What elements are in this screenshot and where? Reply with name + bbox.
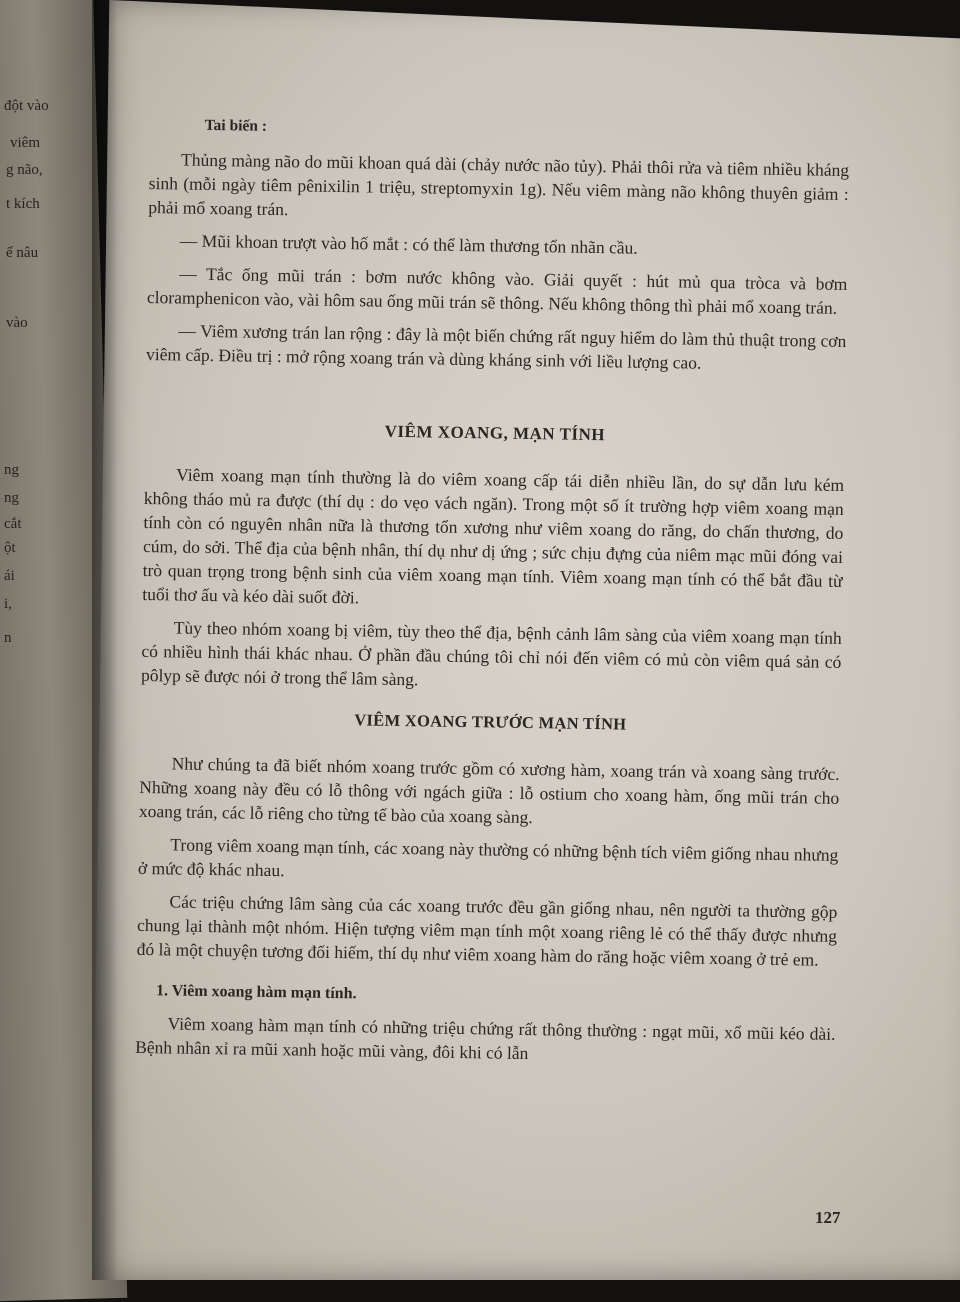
numbered-heading: 1. Viêm xoang hàm mạn tính. <box>155 982 357 1003</box>
left-fragment: ng <box>4 490 19 506</box>
page-number: 127 <box>815 1208 841 1227</box>
paragraph: Tùy theo nhóm xoang bị viêm, tùy theo thể địa, bệnh cảnh lâm sàng của viêm xoang mạn tính có nhiều hình thái khác nhau. Ở phần đầu chúng tôi chỉ nói đến viêm có mủ còn viêm quá sản có pôlyp sẽ được nói ở trong thể lâm sàng. <box>140 617 842 690</box>
tai-bien-heading: Tai biến : <box>204 116 268 135</box>
section-title: VIÊM XOANG, MẠN TÍNH <box>384 421 606 445</box>
left-fragment: ột <box>4 540 16 556</box>
page-body <box>135 105 850 1079</box>
left-fragment: ng <box>4 462 19 478</box>
left-fragment: ái <box>4 568 15 584</box>
paragraph: Trong viêm xoang mạn tính, các xoang này thường có những bệnh tích viêm giống nhau nhưng ở mức độ khác nhau. <box>137 834 839 881</box>
paragraph: — Viêm xương trán lan rộng : đây là một biến chứng rất nguy hiểm do làm thủ thuật trong cơn viêm cấp. Điều trị : mở rộng xoang trán và dùng kháng sinh với liều lượng cao. <box>145 320 847 373</box>
left-fragment: t kích <box>6 196 40 212</box>
paragraph: — Mũi khoan trượt vào hố mắt : có thể làm thương tổn nhãn cầu. <box>179 230 638 258</box>
left-fragment: đột vào <box>4 98 49 114</box>
paragraph: Các triệu chứng lâm sàng của các xoang trước đều gần giống nhau, nên người ta thường gộp chung lại thành một nhóm. Hiện tượng viêm mạn tính một xoang riêng lẻ có thể thấy được nhưng đó là một chuyện tương đối hiếm, thí dụ như viêm xoang hàm do răng hoặc viêm xoang ở trẻ em. <box>136 891 838 970</box>
spine-shadow <box>92 0 118 1280</box>
left-fragment: vào <box>6 315 28 331</box>
left-fragment: i, <box>4 596 12 612</box>
paragraph: — Tắc ống mũi trán : bơm nước không vào. Giải quyết : hút mủ qua tròca và bơm cloramphenicon vào, vài hôm sau ống mũi trán sẽ thông. Nếu không thông thì phải mổ xoang trán. <box>146 263 848 318</box>
left-fragment: n <box>4 630 12 646</box>
left-fragment: cắt <box>4 516 22 532</box>
left-fragment: viêm <box>10 135 40 151</box>
left-fragment: ế nâu <box>6 245 39 261</box>
paragraph: Viêm xoang hàm mạn tính có những triệu chứng rất thông thường : ngạt mũi, xổ mũi kéo dài. Bệnh nhân xỉ ra mũi xanh hoặc mũi vàng, đôi khi có lẫn <box>135 1013 836 1064</box>
paragraph: Như chúng ta đã biết nhóm xoang trước gồm có xương hàm, xoang trán và xoang sàng trước. Những xoang này đều có lỗ thông với ngách giữa : lỗ ostium cho xoang hàm, ống mũi trán cho xoang trán, các lỗ riêng cho từng tế bào của xoang sàng. <box>138 753 840 828</box>
paragraph: Thủng màng não do mũi khoan quá dài (chảy nước não tủy). Phải thôi rửa và tiêm nhiều kháng sinh (mỗi ngày tiêm pênixilin 1 triệu, streptomyxin 1g). Nếu viêm màng não không thuyên giảm : phải mổ xoang trán. <box>148 149 850 220</box>
left-fragment: g não, <box>6 162 43 178</box>
paragraph: Viêm xoang mạn tính thường là do viêm xoang cấp tái diễn nhiều lần, do sự dẫn lưu kém không tháo mủ ra được (thí dụ : do vẹo vách ngăn). Trong một số ít trường hợp viêm xoang mạn tính còn có nguyên nhân nữa là thương tổn xương như viêm xoang do răng, do chấn thương, do cúm, do sởi. Thể địa của bệnh nhân, thí dụ như dị ứng ; sức chịu đựng của niêm mạc mũi đóng vai trò quan trọng trong bệnh sinh của viêm xoang mạn tính. Viêm xoang mạn tính có thể bắt đầu từ tuổi thơ ấu và kéo dài suốt đời. <box>142 464 845 608</box>
subsection-title: VIÊM XOANG TRƯỚC MẠN TÍNH <box>354 710 627 734</box>
